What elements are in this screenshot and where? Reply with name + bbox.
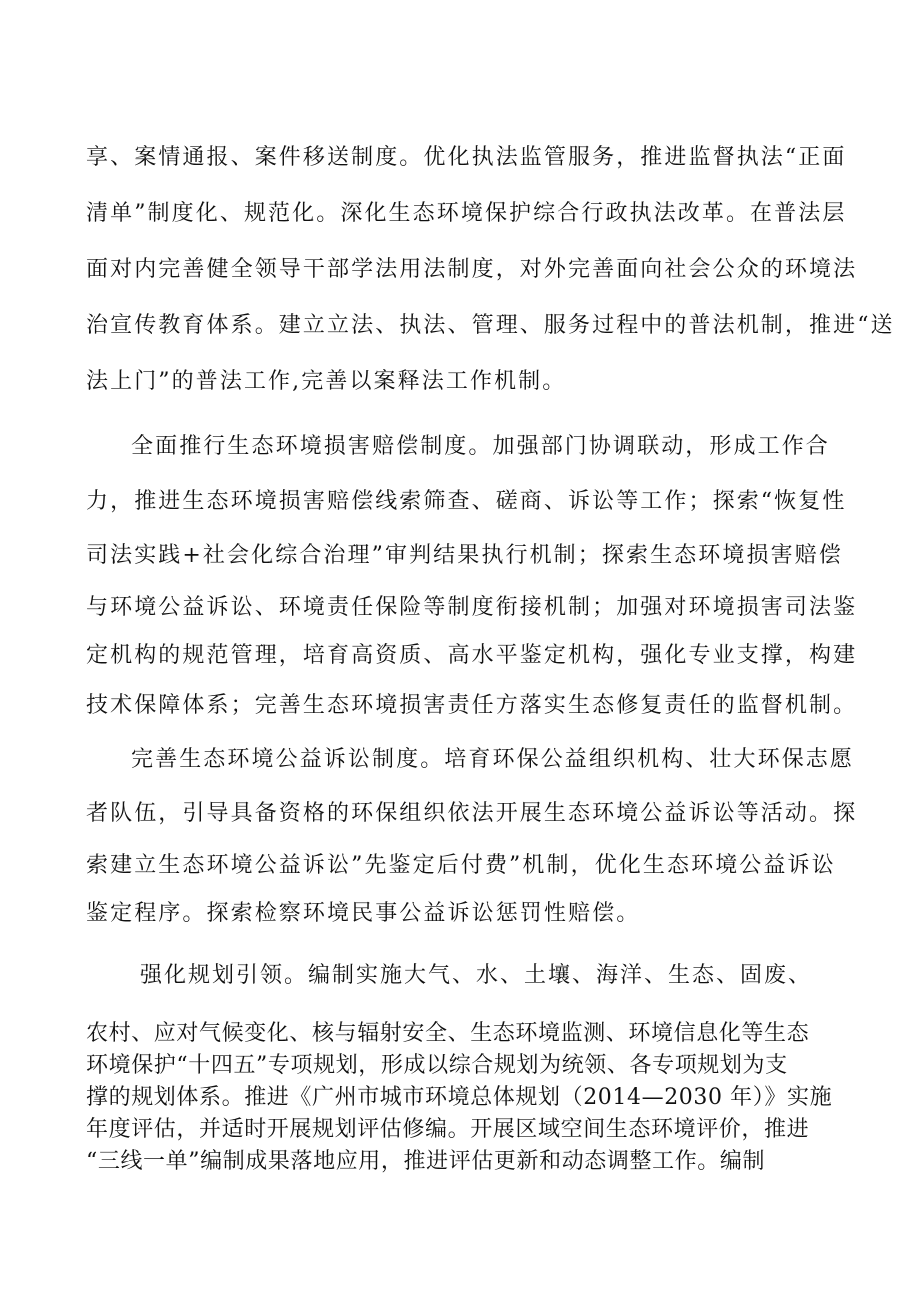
- text-line: 法上门”的普法工作,完善以案释法工作机制。: [86, 369, 567, 394]
- text-line: 享、案情通报、案件移送制度。优化执法监管服务，推进监督执法“正面: [86, 145, 847, 170]
- text-line: 完善生态环境公益诉讼制度。培育环保公益组织机构、壮大环保志愿: [131, 747, 855, 772]
- text-line: 鉴定程序。探索检察环境民事公益诉讼惩罚性赔偿。: [86, 901, 641, 926]
- text-line: 面对内完善健全领导干部学法用法制度，对外完善面向社会公众的环境法: [86, 257, 858, 282]
- text-line: 清单”制度化、规范化。深化生态环境保护综合行政执法改革。在普法层: [86, 201, 847, 226]
- text-line: 治宣传教育体系。建立立法、执法、管理、服务过程中的普法机制，推进“送: [86, 313, 895, 338]
- text-line: 索建立生态环境公益诉讼”先鉴定后付费”机制，优化生态环境公益诉讼: [86, 853, 836, 878]
- text-line: 环境保护“十四五”专项规划，形成以综合规划为统领、各专项规划为支: [86, 1053, 788, 1078]
- text-line: 撑的规划体系。推进《广州市城市环境总体规划（2014—2030 年）》实施: [86, 1085, 833, 1110]
- text-line: 者队伍，引导具备资格的环保组织依法开展生态环境公益诉讼等活动。探: [86, 801, 858, 826]
- text-line: 技术保障体系；完善生态环境损害责任方落实生态修复责任的监督机制。: [86, 693, 858, 718]
- text-line: 定机构的规范管理，培育高资质、高水平鉴定机构，强化专业支撑，构建: [86, 643, 858, 668]
- text-line: 农村、应对气候变化、核与辐射安全、生态环境监测、环境信息化等生态: [86, 1021, 810, 1046]
- text-line: “三线一单”编制成果落地应用，推进评估更新和动态调整工作。编制: [86, 1149, 766, 1174]
- text-line: 年度评估，并适时开展规划评估修编。开展区域空间生态环境评价，推进: [86, 1117, 810, 1142]
- text-line: 与环境公益诉讼、环境责任保险等制度衔接机制；加强对环境损害司法鉴: [86, 595, 858, 620]
- text-line: 司法实践+社会化综合治理”审判结果执行机制；探索生态环境损害赔偿: [86, 543, 843, 568]
- text-line: 全面推行生态环境损害赔偿制度。加强部门协调联动，形成工作合: [131, 434, 830, 459]
- text-line: 强化规划引领。编制实施大气、水、土壤、海洋、生态、固废、: [140, 963, 813, 988]
- text-line: 力，推进生态环境损害赔偿线索筛查、磋商、诉讼等工作；探索“恢复性: [86, 489, 847, 514]
